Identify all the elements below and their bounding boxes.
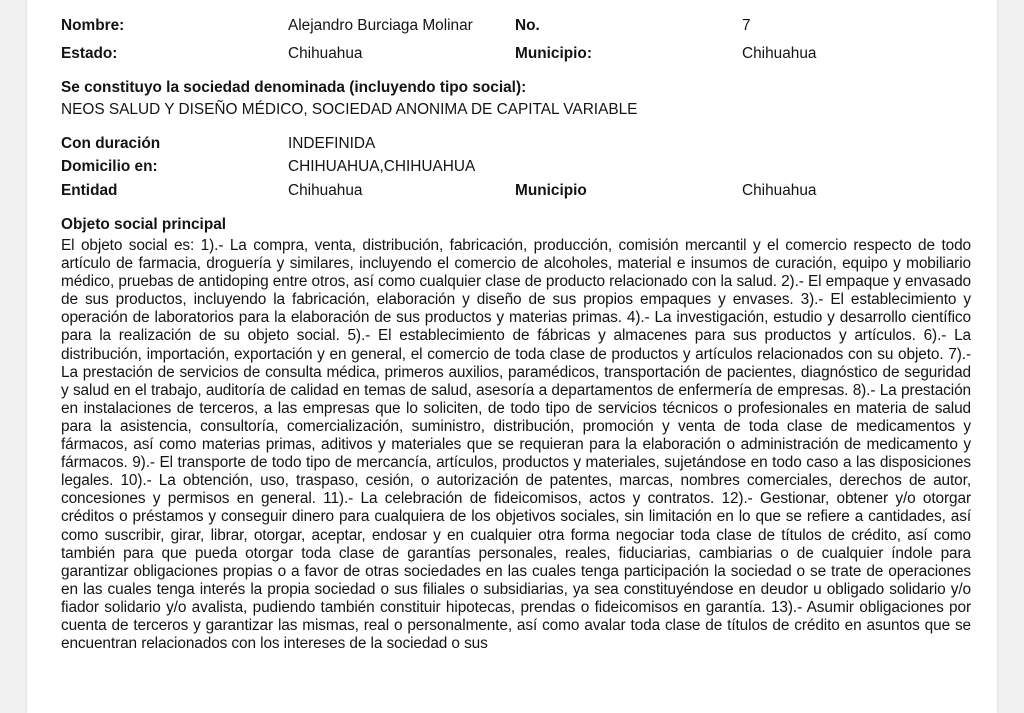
- estado-label: Estado:: [61, 45, 118, 62]
- duracion-value: INDEFINIDA: [288, 135, 376, 152]
- entidad-label: Entidad: [61, 182, 118, 199]
- objeto-heading: Objeto social principal: [61, 216, 227, 233]
- estado-value: Chihuahua: [288, 45, 363, 62]
- duracion-label: Con duración: [61, 135, 161, 152]
- no-value: 7: [742, 17, 751, 34]
- no-label: No.: [515, 17, 540, 34]
- nombre-value: Alejandro Burciaga Molinar: [288, 17, 473, 34]
- sociedad-name: NEOS SALUD Y DISEÑO MÉDICO, SOCIEDAD ANONIMA DE CAPITAL VARIABLE: [61, 101, 638, 118]
- domicilio-label: Domicilio en:: [61, 158, 158, 175]
- sociedad-heading: Se constituyo la sociedad denominada (incluyendo tipo social):: [61, 79, 527, 96]
- municipio-detail-value: Chihuahua: [742, 182, 817, 199]
- municipio-value: Chihuahua: [742, 45, 817, 62]
- domicilio-value: CHIHUAHUA,CHIHUAHUA: [288, 158, 476, 175]
- municipio-detail-label: Municipio: [515, 182, 587, 199]
- objeto-text: El objeto social es: 1).- La compra, venta, distribución, fabricación, producción, comisión mercantil y el comercio respecto de todo artículo de farmacia, droguería y similares, incluyendo el comercio de alcoholes, material e insumos de curación, equipo y mobiliario médico, pruebas de antidoping entre otros, así como cualquier clase de producto relacionado con la salud. 2).- El empaque y envasado de sus productos, incluyendo la fabricación, elaboración y diseño de sus propios empaques y envases. 3).- El establecimiento y operación de laboratorios para la elaboración de sus productos y materias primas. 4).- La investigación, estudio y desarrollo científico para la realización de su objeto social. 5).- El establecimiento de fábricas y almacenes para sus productos y artículos. 6).- La distribución, importación, exportación y en general, el comercio de toda clase de productos y artículos relacionados con su objeto. 7).- La prestación de servicios de consulta médica, primeros auxilios, paramédicos, transportación de pacientes, diagnóstico de seguridad y salud en el trabajo, auditoría de calidad en temas de salud, asesoría a departamentos de enfermería de empresas. 8).- La prestación en instalaciones de terceros, a las empresas que lo soliciten, de todo tipo de servicios técnicos o profesionales en materia de salud para la asistencia, consultoría, comercialización, suministro, distribución, promoción y venta de toda clase de medicamentos y fármacos, así como materias primas, aditivos y materiales que se requieran para la elaboración o administración de medicamento y fármacos. 9).- El transporte de todo tipo de mercancía, artículos, productos y materiales, sujetándose en todo caso a las disposiciones legales. 10).- La obtención, uso, traspaso, cesión, o autorización de patentes, marcas, nombres comerciales, derechos de autor, concesiones y permisos en general. 11).- La celebración de fideicomisos, actos y contratos. 12).- Gestionar, obtener y/o otorgar créditos o préstamos y conseguir dinero para cualquiera de los objetivos sociales, sin limitación en lo que se refiere a cantidades, así como suscribir, girar, librar, otorgar, aceptar, endosar y en cualquier otra forma negociar toda clase de títulos de crédito, así como también para que pueda otorgar toda clase de garantías personales, reales, fiduciarias, cambiarias o de cualquier índole para garantizar obligaciones propias o a favor de otras sociedades en las cuales tenga participación la sociedad o se trate de operaciones en las cuales tenga interés la propia sociedad o sus filiales o subsidiarias, ya sea constituyéndose en deudor u obligado solidario y/o fiador solidario y/o avalista, pudiendo también constituir hipotecas, prendas o fideicomisos en garantía. 13).- Asumir obligaciones por cuenta de terceros y garantizar las mismas, real o personalmente, así como avalar toda clase de títulos de crédito en asuntos que se encuentran relacionados con los intereses de la sociedad o sus: [61, 237, 971, 653]
- document-page: [27, 0, 997, 713]
- municipio-label: Municipio:: [515, 45, 592, 62]
- nombre-label: Nombre:: [61, 17, 125, 34]
- entidad-value: Chihuahua: [288, 182, 363, 199]
